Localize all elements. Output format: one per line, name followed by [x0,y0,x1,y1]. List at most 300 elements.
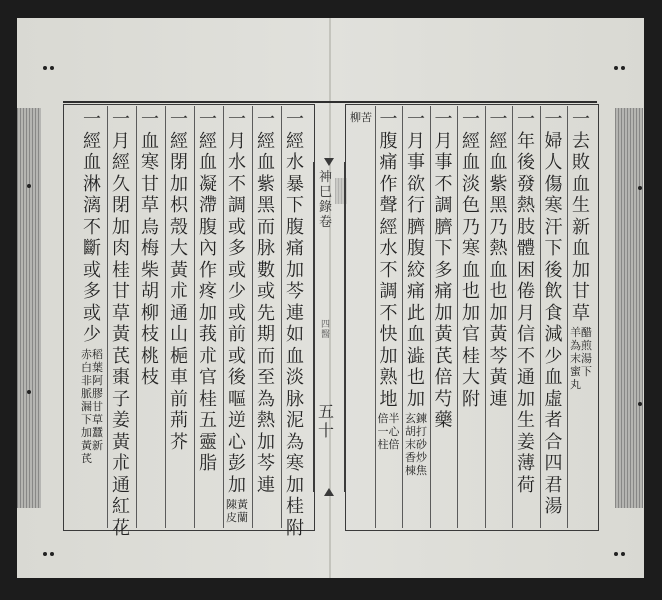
text-char: 新 [572,216,590,238]
note-char: 蘭 [237,511,248,524]
text-char: 疼 [199,281,217,302]
text-char: 君 [544,474,563,496]
column-text [545,109,563,518]
note-char: 甘 [92,399,103,413]
text-char: 敗 [572,152,590,173]
note-char: 白 [81,360,92,374]
text-char: 倦 [517,281,535,302]
note-char: 阿 [92,373,103,387]
text-char: 花 [112,517,130,539]
note-char: 加 [81,425,92,439]
left-page-column-4 [197,109,219,475]
text-char: 薄 [517,453,535,474]
text-char: 經 [257,130,275,152]
column-text [83,109,101,346]
text-char: 數 [257,259,275,281]
column-rule [567,106,568,528]
text-char: 或 [228,345,246,367]
note-char: 黃 [81,438,92,452]
note-char: 柱 [377,438,389,451]
text-char: 臍 [407,216,425,238]
column-rule [252,106,253,528]
column-rule [457,106,458,528]
text-char: 荷 [517,474,535,496]
text-char: 棗 [112,367,130,388]
spine-title-char: 巳 [319,185,333,200]
text-char: 斷 [83,238,101,259]
note-char: 胡 [405,425,416,438]
text-char: 彭 [228,453,246,474]
text-char: 後 [544,259,563,281]
text-char: 加 [199,302,217,324]
text-char: 血 [462,259,480,281]
text-char: 桂 [199,388,217,410]
text-char: 脂 [199,453,217,474]
text-char: 加 [407,388,425,410]
note-char: 黃 [237,498,248,511]
text-char: 一 [517,109,535,130]
top-border-line [63,101,597,103]
text-char: 芪 [434,345,453,367]
text-char: 月 [434,130,453,152]
text-char: 不 [228,173,246,195]
text-char: 發 [517,173,535,195]
right-page-column-3 [515,109,537,496]
text-char: 芩 [257,453,275,474]
text-char: 脉 [286,388,304,410]
text-char: 姜 [517,431,535,453]
text-char: 淡 [286,367,304,388]
text-char: 一 [170,109,188,130]
note-char: 焦 [416,464,427,477]
text-char: 臍 [434,216,453,238]
interlinear-note [226,498,248,524]
interlinear-note [378,412,400,451]
text-char: 為 [286,431,304,453]
note-char: 一 [377,425,389,438]
text-char: 一 [489,109,508,130]
text-char: 熱 [517,195,535,216]
binding-hole [27,184,31,188]
text-char: 月 [228,130,246,152]
text-char: 經 [170,130,188,152]
text-char: 胡 [141,281,159,302]
note-char: 煎 [581,339,592,352]
column-rule [194,106,195,528]
spine-title-char: 錄 [319,200,333,215]
column-text [517,109,535,496]
text-char: 人 [544,152,563,173]
text-char: 寒 [462,238,480,259]
fish-tail-top [324,158,334,166]
text-char: 水 [286,152,304,173]
text-char: 加 [572,259,590,281]
note-char: 苦 [361,111,372,124]
column-rule [375,106,376,528]
text-char: 內 [199,238,217,259]
text-char: 紫 [257,173,275,195]
text-char: 枝 [141,367,159,388]
left-page-column-6 [139,109,161,389]
right-page-column-5 [460,109,482,410]
text-char: 寒 [141,152,159,173]
text-char: 事 [407,152,425,173]
note-char: 下 [81,412,92,426]
binding-hole [43,552,47,556]
text-char: 下 [286,195,304,216]
text-char: 腹 [379,130,398,152]
note-char: 倍 [377,412,389,425]
text-char: 也 [462,281,480,302]
text-char: 年 [517,130,535,152]
text-char: 痛 [286,238,304,259]
text-char: 虛 [544,388,563,410]
text-char: 附 [286,517,304,539]
text-char: 經 [489,130,508,152]
text-char: 腹 [199,216,217,238]
note-char: 皮 [226,511,237,524]
text-char: 桂 [112,259,130,281]
text-char: 黑 [257,195,275,216]
text-char: 漓 [83,195,101,216]
text-char: 熱 [257,410,275,431]
text-char: 淋 [83,173,101,195]
text-char: 水 [228,152,246,173]
note-char: 葉 [92,360,103,374]
text-char: 少 [83,324,101,345]
interlinear-note [405,412,427,477]
text-char: 作 [379,173,398,195]
text-char: 聲 [379,195,398,216]
note-char: 鍊 [416,412,427,425]
column-text [199,109,217,475]
text-char: 血 [544,367,563,388]
column-rule [136,106,137,528]
text-char: 或 [228,259,246,281]
text-char: 或 [228,216,246,238]
text-char: 一 [434,109,453,130]
column-text [380,109,398,410]
text-char: 一 [462,109,480,130]
note-char: 砂 [416,438,427,451]
note-char: 芪 [81,451,92,465]
text-char: 痛 [407,281,425,302]
text-char: 閉 [112,195,130,216]
ink-bleed-left [17,108,41,508]
note-char: 蜜 [570,365,581,378]
column-rule [512,106,513,528]
text-char: 莪 [199,324,217,345]
text-char: 一 [544,109,563,130]
text-char: 血 [407,324,425,345]
column-text [435,109,453,432]
text-char: 五 [199,410,217,431]
column-text [462,109,480,410]
text-char: 調 [228,195,246,216]
text-char: 大 [170,238,188,259]
text-char: 朮 [170,281,188,302]
text-char: 枝 [141,324,159,345]
text-char: 經 [286,130,304,152]
spine-rule-left [313,162,314,492]
text-char: 肉 [112,238,130,259]
right-page-column-1 [570,109,592,391]
text-char: 血 [286,345,304,367]
text-char: 血 [462,152,480,173]
text-char: 加 [112,216,130,238]
text-char: 一 [379,109,398,130]
text-char: 加 [257,431,275,453]
text-char: 血 [572,173,590,195]
note-char: 新 [92,438,103,452]
note-char: 為 [570,339,581,352]
spine-rule-right [344,162,345,492]
text-char: 調 [434,195,453,216]
text-char: 草 [112,302,130,324]
text-char: 血 [257,152,275,173]
column-text [407,109,425,410]
text-char: 連 [286,302,304,324]
text-char: 傷 [544,173,563,195]
text-char: 連 [257,474,275,496]
text-char: 一 [83,109,101,130]
text-char: 經 [199,130,217,152]
text-char: 大 [462,367,480,388]
text-char: 寒 [286,453,304,474]
text-char: 官 [462,324,480,345]
text-char: 先 [257,302,275,324]
binding-hole [27,390,31,394]
text-char: 一 [572,109,590,130]
text-char: 車 [170,367,188,388]
text-char: 下 [434,238,453,259]
column-text [572,109,590,324]
text-char: 一 [407,109,425,130]
text-char: 加 [286,474,304,496]
text-char: 梔 [170,345,188,367]
binding-hole [638,186,642,190]
text-char: 生 [517,410,535,431]
text-char: 或 [83,259,101,281]
text-char: 月 [407,130,425,152]
text-char: 不 [379,302,398,324]
note-char: 蠶 [92,425,103,439]
text-char: 體 [517,238,535,259]
text-char: 調 [379,281,398,302]
binding-hole [638,402,642,406]
text-char: 熟 [379,367,398,388]
interlinear-note [81,348,103,465]
note-char: 柳 [350,111,361,124]
text-char: 而 [257,216,275,238]
column-rule [281,106,282,528]
text-char: 芍 [434,388,453,410]
note-char: 倍 [388,438,400,451]
ink-bleed-right [615,108,643,508]
text-char: 血 [199,152,217,173]
text-char: 草 [141,195,159,216]
text-char: 加 [517,388,535,410]
text-char: 加 [228,474,246,496]
binding-hole [621,552,625,556]
text-char: 作 [199,259,217,281]
text-char: 血 [572,238,590,259]
text-char: 姜 [112,410,130,431]
text-char: 飲 [544,281,563,302]
text-char: 者 [544,410,563,431]
text-char: 紅 [112,496,130,517]
text-char: 月 [517,302,535,324]
text-char: 下 [544,238,563,259]
right-page-column-4 [488,109,510,410]
text-char: 乃 [489,216,508,238]
text-char: 朮 [199,345,217,367]
note-char: 羊 [570,326,581,339]
left-page-column-5 [168,109,190,453]
text-char: 附 [462,388,480,410]
note-char: 丸 [570,378,581,391]
text-char: 淡 [462,173,480,195]
note-char: 下 [581,365,592,378]
text-char: 桃 [141,345,159,367]
text-char: 加 [286,259,304,281]
text-char: 烏 [141,216,159,238]
note-char: 稻 [92,347,103,361]
interlinear-note [570,326,592,391]
text-char: 湯 [544,496,563,517]
text-char: 澁 [407,345,425,367]
column-text [490,109,508,410]
text-char: 不 [83,216,101,238]
binding-hole [614,66,618,70]
text-char: 桂 [462,345,480,367]
fish-tail-bottom [324,488,334,496]
note-char: 醋 [581,326,592,339]
note-char: 末 [570,352,581,365]
text-char: 或 [228,302,246,324]
text-char: 草 [572,302,590,324]
spine-title [319,170,332,230]
text-char: 去 [572,130,590,152]
column-rule [165,106,166,528]
text-char: 欲 [407,173,425,195]
text-char: 滯 [199,195,217,216]
spine-leaf-char: 醫 [321,330,331,340]
binding-hole [50,552,54,556]
text-char: 加 [489,302,508,324]
spine-page-char: 十 [318,421,335,440]
column-text [170,109,188,453]
text-char: 或 [257,281,275,302]
text-char: 色 [462,195,480,216]
text-char: 甘 [572,281,590,302]
note-char: 陳 [226,498,237,511]
text-char: 痛 [379,152,398,173]
note-char: 心 [388,425,400,438]
text-char: 芥 [170,431,188,453]
text-char: 一 [228,109,246,130]
text-char: 多 [434,259,453,281]
text-char: 腹 [286,216,304,238]
binding-hole [43,66,47,70]
text-char: 泥 [286,410,304,431]
note-char: 膠 [92,386,103,400]
text-char: 而 [257,345,275,367]
text-char: 信 [517,324,535,345]
text-char: 桂 [286,496,304,517]
column-rule [540,106,541,528]
note-char: 玄 [405,412,416,425]
note-char: 赤 [81,347,92,361]
text-char: 行 [407,195,425,216]
text-char: 山 [170,324,188,345]
text-char: 不 [434,173,453,195]
text-char: 一 [112,109,130,130]
text-char: 殼 [170,216,188,238]
right-page-column-2 [543,109,565,518]
text-char: 一 [257,109,275,130]
spine-page-number [318,402,334,440]
binding-hole [621,66,625,70]
text-char: 黃 [112,324,130,345]
spine-leaf-mark [321,320,330,340]
text-char: 甘 [141,173,159,195]
text-char: 腹 [407,238,425,259]
text-char: 也 [407,367,425,388]
text-char: 後 [517,152,535,173]
text-char: 事 [434,152,453,173]
text-char: 合 [544,431,563,453]
text-char: 月 [112,130,130,152]
column-rule [402,106,403,528]
text-char: 血 [489,259,508,281]
note-char: 草 [92,412,103,426]
note-char: 末 [405,438,416,451]
spine-leaf-char: 四 [321,320,331,330]
text-char: 寒 [544,195,563,216]
text-char: 通 [112,474,130,496]
text-char: 加 [434,302,453,324]
text-char: 芪 [112,345,130,367]
text-char: 少 [544,345,563,367]
text-char: 通 [517,367,535,388]
text-char: 一 [199,109,217,130]
text-char: 經 [462,130,480,152]
text-char: 嘔 [228,388,246,410]
column-rule [430,106,431,528]
text-char: 快 [379,324,398,345]
column-rule [485,106,486,528]
text-char: 官 [199,367,217,388]
column-text [228,109,246,496]
text-char: 加 [379,345,398,367]
text-char: 痛 [434,281,453,302]
text-char: 一 [286,109,304,130]
spine-title-char: 神 [319,170,333,185]
text-char: 水 [379,238,398,259]
text-char: 子 [112,388,130,410]
text-char: 黃 [489,324,508,345]
text-char: 荊 [170,410,188,431]
text-char: 前 [170,388,188,410]
text-char: 紫 [489,173,508,195]
text-char: 藥 [434,410,453,431]
text-char: 不 [379,259,398,281]
note-char: 半 [388,412,400,425]
text-char: 婦 [544,130,563,152]
interlinear-note [350,111,372,124]
left-page-column-2 [255,109,277,496]
